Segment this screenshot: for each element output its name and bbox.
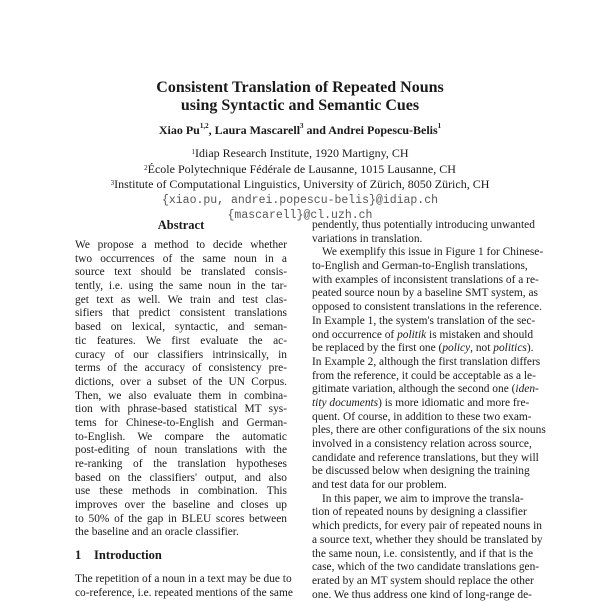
text-line: peated source noun by a baseline SMT system, as (312, 287, 538, 300)
paper-title (0, 79, 600, 115)
text-line: terms of the accuracy of consistency pre- (75, 362, 287, 375)
text-line: use these methods in combination. This (75, 485, 287, 498)
affiliation-mark: 3 (110, 179, 115, 187)
text-line: tion with phrase-based statistical MT sys- (75, 403, 287, 416)
title-line: Consistent Translation of Repeated Nouns (156, 79, 444, 96)
title-line: using Syntactic and Semantic Cues (180, 97, 420, 114)
text-line: The repetition of a noun in a text may be due to (75, 573, 292, 585)
abstract-heading: Abstract (157, 218, 205, 232)
right-column-text (312, 219, 546, 602)
text-line: to-English. We compare the automatic (75, 430, 287, 443)
author-name: Andrei Popescu-Belis (328, 123, 438, 137)
author-name: Xiao Pu (158, 123, 200, 137)
text-line: sifiers that predict consistent translations (75, 307, 287, 320)
affiliation-mark: 2 (144, 163, 148, 172)
text-line: opposed to consistent translations in the reference. (312, 301, 542, 314)
introduction-left-text (75, 573, 293, 600)
affiliations (0, 146, 600, 224)
text-line: a source text, whether they should be translated by (312, 533, 543, 546)
email: {xiao.pu, andrei.popescu-belis}@idiap.ch (161, 193, 439, 207)
author-affiliation-mark: 1 (437, 122, 442, 130)
text-line: with examples of inconsistent translations of a re- (312, 273, 539, 286)
text-line: the same noun, i.e. consistently, and if that is the (312, 547, 534, 560)
text-line: based on lexical, syntactic, and seman- (75, 321, 287, 334)
author-list: Xiao Pu$^{1,2}$, Laura Mascarell$^3$ and Andrei Popescu-Belis$^1$ (158, 122, 442, 137)
text-line: ond occurrence of politik is mistaken and should (312, 328, 534, 341)
text-line: We propose a method to decide whether (75, 239, 287, 251)
affiliation-mark: 1 (191, 148, 195, 156)
text-line: tion of repeated nouns by designing a classifier (312, 506, 527, 519)
text-line: tems for Chinese-to-English and German- (75, 416, 287, 429)
text-line: case, which of the two candidate translations gen- (312, 561, 540, 574)
text-line: pendently, thus potentially introducing unwanted (312, 219, 535, 231)
text-line: source text should be translated consis- (75, 266, 287, 279)
text-line: tic features. We first evaluate the ac- (75, 334, 287, 347)
text-line: tity documents) is more idiomatic and more fre- (312, 396, 530, 409)
author-affiliation-mark: 1,2 (199, 122, 209, 130)
affiliation: $^3$Institute of Computational Linguistics, University of Zürich, 8050 Zürich, CH (110, 177, 490, 191)
text-line: based on the classifiers' output, and also (75, 471, 287, 484)
text-line: get text as well. We train and test clas- (75, 293, 287, 306)
text-line: quent. Of course, in addition to these two exam- (312, 410, 532, 423)
text-line: one. We thus address one kind of long-range de- (312, 588, 532, 601)
text-line: co-reference, i.e. repeated mentions of the same (75, 586, 293, 599)
abstract-body (75, 239, 287, 540)
text-line: involved in a consistency relation across source, (312, 438, 532, 450)
text-line: be replaced by the first one (policy, not politics). (312, 342, 534, 355)
text-line: In Example 1, the system's translation of the sec- (312, 314, 536, 327)
email: {mascarell}@cl.uzh.ch (227, 209, 373, 222)
text-line: to-English and German-to-English translations, (312, 260, 528, 273)
text-line: curacy of our classifiers intrinsically, in (75, 348, 287, 361)
text-line: In this paper, we aim to improve the transla- (322, 492, 524, 505)
text-line: candidate and reference translations, but they will (312, 451, 539, 464)
text-line: ples, there are other configurations of the six nouns (312, 424, 546, 437)
text-line: to 50% of the gap in BLEU scores between (75, 512, 287, 525)
text-line: In Example 2, although the first translation differs (312, 355, 541, 368)
text-line: dictions, over a subset of the UN Corpus. (75, 375, 287, 388)
author-name: Laura Mascarell (214, 123, 301, 137)
text-line: Then, we also evaluate them in combina- (75, 389, 287, 402)
section-heading-introduction (75, 548, 162, 563)
text-line: improves over the baseline and closes up (75, 499, 287, 512)
text-line: two occurrences of the same noun in a (75, 252, 287, 265)
affiliation: $^1$Idiap Research Institute, 1920 Martigny, CH (191, 146, 409, 160)
text-line: erated by an MT system should replace the other (312, 574, 534, 587)
text-line: variations in translation. (312, 232, 423, 245)
section-title: Introduction (94, 548, 162, 562)
author-affiliation-mark: 3 (300, 122, 304, 130)
text-line: be discussed below when designing the training (312, 465, 530, 478)
text-line: re-ranking of the translation hypotheses (75, 458, 287, 470)
text-line: from the reference, it could be acceptable as a le- (312, 369, 536, 382)
section-number: 1 (75, 548, 82, 562)
text-line: We exemplify this issue in Figure 1 for Chinese- (322, 246, 544, 259)
text-line: tently, i.e. using the same noun in the tar- (75, 280, 287, 293)
text-line: the baseline and an oracle classifier. (75, 526, 239, 539)
text-line: and test data for our problem. (312, 479, 447, 492)
text-line: which predicts, for every pair of repeated nouns in (312, 520, 542, 533)
affiliation: $^2$École Polytechnique Fédérale de Lausanne, 1015 Lausanne, CH (144, 161, 456, 176)
text-line: post-editing of noun translations with the (75, 444, 287, 457)
text-line: gitimate variation, although the second one (iden- (312, 383, 539, 396)
